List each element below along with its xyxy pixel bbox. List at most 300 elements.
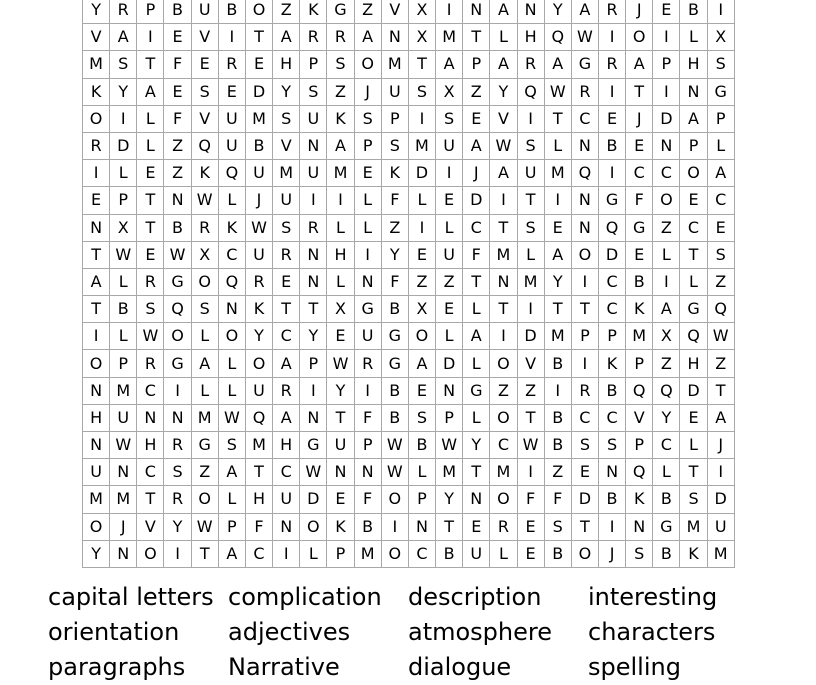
grid-cell: N — [599, 459, 626, 486]
word-list-item: Narrative — [228, 653, 340, 681]
grid-cell: R — [83, 133, 110, 160]
grid-cell: L — [680, 269, 707, 296]
grid-cell: V — [192, 106, 219, 133]
grid-cell: S — [219, 432, 246, 459]
grid-cell: P — [137, 0, 164, 24]
grid-cell: C — [409, 541, 436, 568]
grid-cell: T — [463, 269, 490, 296]
grid-cell: F — [164, 51, 191, 78]
grid-cell: Y — [110, 79, 137, 106]
grid-cell: X — [708, 24, 735, 51]
grid-cell: Y — [300, 323, 327, 350]
grid-cell: T — [137, 51, 164, 78]
grid-cell: X — [409, 296, 436, 323]
grid-cell: H — [680, 51, 707, 78]
grid-cell: N — [110, 459, 137, 486]
grid-cell: W — [164, 242, 191, 269]
grid-cell: M — [490, 242, 517, 269]
grid-cell: E — [572, 459, 599, 486]
grid-cell: T — [518, 405, 545, 432]
grid-cell: Q — [518, 79, 545, 106]
grid-cell: M — [545, 323, 572, 350]
grid-cell: A — [110, 24, 137, 51]
grid-cell: M — [545, 160, 572, 187]
grid-cell: Z — [463, 79, 490, 106]
grid-cell: Z — [273, 0, 300, 24]
grid-cell: J — [708, 432, 735, 459]
grid-cell: R — [137, 269, 164, 296]
grid-cell: R — [246, 269, 273, 296]
grid-cell: E — [219, 79, 246, 106]
grid-cell: L — [708, 133, 735, 160]
grid-cell: K — [382, 160, 409, 187]
grid-cell: E — [273, 269, 300, 296]
grid-cell: I — [382, 514, 409, 541]
grid-cell: B — [164, 215, 191, 242]
grid-cell: O — [219, 323, 246, 350]
grid-cell: S — [545, 514, 572, 541]
grid-cell: R — [192, 215, 219, 242]
grid-cell: Q — [626, 459, 653, 486]
grid-cell: L — [409, 459, 436, 486]
grid-cell: L — [490, 24, 517, 51]
grid-cell: S — [382, 133, 409, 160]
grid-cell: C — [653, 160, 680, 187]
grid-cell: Q — [545, 24, 572, 51]
grid-cell: K — [626, 296, 653, 323]
grid-cell: G — [708, 79, 735, 106]
grid-cell: I — [518, 459, 545, 486]
grid-cell: N — [137, 405, 164, 432]
grid-cell: R — [599, 0, 626, 24]
grid-cell: O — [680, 160, 707, 187]
grid-cell: M — [83, 486, 110, 513]
grid-cell: Y — [83, 0, 110, 24]
grid-cell: T — [137, 187, 164, 214]
grid-cell: L — [653, 242, 680, 269]
grid-cell: N — [110, 541, 137, 568]
grid-cell: P — [355, 432, 382, 459]
grid-cell: U — [273, 486, 300, 513]
grid-cell: S — [572, 432, 599, 459]
grid-cell: T — [436, 514, 463, 541]
word-list-item: atmosphere — [408, 618, 552, 646]
grid-cell: Y — [246, 323, 273, 350]
grid-cell: X — [110, 215, 137, 242]
grid-cell: E — [518, 541, 545, 568]
grid-cell: L — [653, 459, 680, 486]
grid-cell: U — [382, 79, 409, 106]
grid-cell: N — [219, 296, 246, 323]
grid-cell: H — [273, 432, 300, 459]
grid-cell: N — [518, 0, 545, 24]
grid-cell: U — [300, 106, 327, 133]
grid-cell: I — [599, 160, 626, 187]
grid-cell: P — [436, 405, 463, 432]
grid-cell: S — [355, 106, 382, 133]
grid-cell: B — [545, 541, 572, 568]
grid-cell: L — [110, 160, 137, 187]
grid-cell: U — [463, 541, 490, 568]
grid-cell: N — [680, 79, 707, 106]
grid-cell: K — [219, 215, 246, 242]
grid-cell: I — [653, 79, 680, 106]
grid-cell: L — [327, 215, 354, 242]
grid-cell: B — [355, 514, 382, 541]
grid-cell: A — [409, 350, 436, 377]
grid-cell: N — [300, 269, 327, 296]
grid-cell: F — [463, 242, 490, 269]
grid-cell: E — [680, 187, 707, 214]
grid-cell: O — [83, 106, 110, 133]
grid-cell: Q — [708, 296, 735, 323]
grid-cell: Z — [164, 133, 191, 160]
grid-cell: I — [708, 0, 735, 24]
grid-cell: M — [192, 405, 219, 432]
grid-cell: N — [382, 24, 409, 51]
grid-cell: K — [327, 106, 354, 133]
grid-cell: C — [273, 459, 300, 486]
grid-cell: T — [137, 486, 164, 513]
grid-cell: A — [490, 51, 517, 78]
grid-cell: O — [653, 187, 680, 214]
grid-cell: I — [300, 187, 327, 214]
word-list-item: capital letters — [48, 583, 214, 611]
grid-cell: M — [273, 160, 300, 187]
grid-cell: W — [219, 405, 246, 432]
grid-cell: W — [436, 432, 463, 459]
grid-cell: I — [436, 0, 463, 24]
grid-cell: C — [626, 160, 653, 187]
grid-cell: I — [355, 242, 382, 269]
grid-cell: X — [409, 24, 436, 51]
grid-cell: N — [572, 133, 599, 160]
grid-cell: F — [355, 405, 382, 432]
grid-cell: Z — [436, 269, 463, 296]
grid-cell: K — [599, 350, 626, 377]
grid-cell: E — [409, 242, 436, 269]
grid-cell: F — [355, 486, 382, 513]
grid-cell: M — [246, 106, 273, 133]
grid-cell: A — [273, 350, 300, 377]
grid-cell: S — [327, 51, 354, 78]
grid-cell: C — [137, 459, 164, 486]
grid-cell: G — [680, 296, 707, 323]
grid-cell: N — [300, 405, 327, 432]
grid-cell: L — [463, 405, 490, 432]
grid-cell: T — [708, 378, 735, 405]
grid-cell: O — [300, 514, 327, 541]
grid-cell: V — [518, 350, 545, 377]
grid-cell: B — [545, 405, 572, 432]
grid-cell: R — [273, 242, 300, 269]
grid-cell: R — [572, 79, 599, 106]
grid-cell: M — [626, 323, 653, 350]
grid-cell: G — [572, 51, 599, 78]
grid-cell: G — [327, 0, 354, 24]
grid-cell: C — [653, 432, 680, 459]
grid-cell: C — [273, 323, 300, 350]
grid-cell: E — [518, 514, 545, 541]
grid-cell: F — [164, 106, 191, 133]
grid-cell: G — [164, 350, 191, 377]
grid-cell: P — [680, 133, 707, 160]
grid-cell: A — [680, 106, 707, 133]
grid-cell: G — [599, 187, 626, 214]
grid-cell: T — [246, 24, 273, 51]
grid-cell: Y — [545, 269, 572, 296]
grid-cell: D — [708, 486, 735, 513]
grid-cell: A — [572, 0, 599, 24]
grid-cell: I — [599, 514, 626, 541]
grid-cell: I — [409, 215, 436, 242]
grid-cell: N — [83, 378, 110, 405]
grid-cell: R — [490, 514, 517, 541]
grid-cell: N — [327, 459, 354, 486]
grid-cell: I — [653, 24, 680, 51]
grid-cell: L — [192, 378, 219, 405]
grid-cell: W — [110, 242, 137, 269]
grid-cell: E — [436, 296, 463, 323]
grid-cell: O — [382, 486, 409, 513]
grid-cell: V — [273, 133, 300, 160]
grid-cell: T — [300, 296, 327, 323]
grid-cell: C — [246, 541, 273, 568]
grid-cell: L — [300, 541, 327, 568]
grid-cell: V — [192, 24, 219, 51]
grid-cell: Y — [545, 0, 572, 24]
grid-cell: E — [137, 160, 164, 187]
grid-cell: M — [708, 541, 735, 568]
word-list-item: interesting — [588, 583, 718, 611]
grid-cell: B — [436, 541, 463, 568]
grid-cell: M — [246, 432, 273, 459]
grid-cell: D — [518, 323, 545, 350]
grid-cell: U — [300, 160, 327, 187]
grid-cell: I — [83, 160, 110, 187]
grid-cell: D — [246, 79, 273, 106]
grid-cell: F — [246, 514, 273, 541]
grid-cell: R — [110, 0, 137, 24]
grid-cell: M — [409, 133, 436, 160]
grid-cell: B — [409, 432, 436, 459]
grid-cell: I — [164, 541, 191, 568]
grid-cell: H — [273, 51, 300, 78]
word-list-item: spelling — [588, 653, 681, 681]
grid-cell: A — [355, 24, 382, 51]
grid-cell: L — [219, 187, 246, 214]
grid-cell: R — [164, 486, 191, 513]
grid-cell: E — [164, 79, 191, 106]
grid-cell: E — [463, 106, 490, 133]
grid-cell: J — [463, 160, 490, 187]
grid-cell: N — [463, 0, 490, 24]
grid-cell: I — [708, 459, 735, 486]
grid-cell: U — [436, 133, 463, 160]
letter-grid — [82, 0, 735, 568]
grid-cell: H — [680, 350, 707, 377]
grid-cell: E — [626, 133, 653, 160]
grid-cell: S — [192, 296, 219, 323]
grid-cell: Z — [653, 215, 680, 242]
grid-cell: A — [273, 405, 300, 432]
grid-cell: S — [708, 242, 735, 269]
grid-cell: O — [626, 24, 653, 51]
grid-cell: U — [219, 133, 246, 160]
grid-cell: T — [680, 459, 707, 486]
grid-cell: L — [355, 187, 382, 214]
grid-cell: I — [599, 79, 626, 106]
grid-cell: P — [382, 106, 409, 133]
grid-cell: A — [626, 51, 653, 78]
grid-cell: P — [708, 106, 735, 133]
grid-cell: L — [327, 269, 354, 296]
grid-cell: L — [355, 215, 382, 242]
grid-cell: E — [83, 187, 110, 214]
grid-cell: D — [463, 187, 490, 214]
grid-cell: W — [192, 187, 219, 214]
grid-cell: C — [599, 405, 626, 432]
grid-cell: T — [545, 296, 572, 323]
grid-cell: V — [490, 106, 517, 133]
grid-cell: G — [192, 432, 219, 459]
grid-cell: I — [490, 323, 517, 350]
grid-cell: T — [626, 79, 653, 106]
grid-cell: E — [246, 51, 273, 78]
grid-cell: N — [490, 269, 517, 296]
grid-cell: O — [382, 541, 409, 568]
grid-cell: U — [327, 432, 354, 459]
grid-cell: B — [599, 486, 626, 513]
grid-cell: D — [599, 242, 626, 269]
grid-cell: Z — [708, 350, 735, 377]
grid-cell: B — [382, 378, 409, 405]
grid-cell: I — [164, 378, 191, 405]
grid-cell: O — [572, 242, 599, 269]
grid-cell: Z — [545, 459, 572, 486]
grid-cell: S — [164, 459, 191, 486]
grid-cell: L — [219, 486, 246, 513]
grid-cell: W — [382, 432, 409, 459]
grid-cell: V — [382, 0, 409, 24]
grid-cell: L — [219, 350, 246, 377]
grid-cell: M — [110, 378, 137, 405]
grid-cell: A — [545, 51, 572, 78]
grid-cell: N — [436, 378, 463, 405]
grid-cell: R — [137, 350, 164, 377]
grid-cell: O — [192, 269, 219, 296]
grid-cell: E — [653, 0, 680, 24]
grid-cell: O — [355, 51, 382, 78]
grid-cell: U — [355, 323, 382, 350]
grid-cell: J — [355, 79, 382, 106]
grid-cell: Z — [490, 378, 517, 405]
grid-cell: L — [436, 215, 463, 242]
grid-cell: E — [436, 187, 463, 214]
grid-cell: M — [355, 541, 382, 568]
grid-cell: D — [436, 350, 463, 377]
word-list-item: paragraphs — [48, 653, 186, 681]
grid-cell: N — [626, 514, 653, 541]
grid-cell: J — [246, 187, 273, 214]
grid-cell: R — [572, 378, 599, 405]
grid-cell: W — [545, 79, 572, 106]
grid-cell: A — [436, 51, 463, 78]
grid-cell: I — [219, 24, 246, 51]
grid-cell: O — [246, 0, 273, 24]
grid-cell: C — [490, 432, 517, 459]
grid-cell: T — [327, 405, 354, 432]
grid-cell: E — [192, 51, 219, 78]
grid-cell: Q — [219, 269, 246, 296]
grid-cell: A — [83, 269, 110, 296]
grid-cell: I — [545, 187, 572, 214]
grid-cell: U — [708, 514, 735, 541]
grid-cell: C — [680, 215, 707, 242]
grid-cell: E — [626, 242, 653, 269]
grid-cell: Y — [463, 432, 490, 459]
grid-cell: A — [192, 350, 219, 377]
grid-cell: T — [490, 215, 517, 242]
grid-cell: N — [572, 187, 599, 214]
grid-cell: Z — [409, 269, 436, 296]
grid-cell: I — [409, 106, 436, 133]
grid-cell: T — [518, 187, 545, 214]
grid-cell: Q — [599, 215, 626, 242]
grid-cell: S — [192, 79, 219, 106]
grid-cell: E — [164, 24, 191, 51]
grid-cell: N — [83, 215, 110, 242]
grid-cell: A — [545, 242, 572, 269]
grid-cell: O — [164, 323, 191, 350]
grid-cell: G — [382, 323, 409, 350]
grid-cell: V — [137, 514, 164, 541]
grid-cell: T — [273, 296, 300, 323]
grid-cell: S — [409, 79, 436, 106]
grid-cell: S — [626, 541, 653, 568]
grid-cell: M — [436, 459, 463, 486]
grid-cell: T — [463, 459, 490, 486]
grid-cell: B — [382, 405, 409, 432]
grid-cell: D — [409, 160, 436, 187]
grid-cell: Y — [164, 514, 191, 541]
grid-cell: I — [518, 106, 545, 133]
grid-cell: S — [599, 432, 626, 459]
grid-cell: L — [409, 187, 436, 214]
grid-cell: U — [219, 106, 246, 133]
grid-cell: G — [355, 296, 382, 323]
grid-cell: F — [382, 187, 409, 214]
word-list-item: description — [408, 583, 542, 611]
grid-cell: Q — [219, 160, 246, 187]
grid-cell: E — [680, 405, 707, 432]
grid-cell: L — [192, 323, 219, 350]
word-list-item: orientation — [48, 618, 180, 646]
grid-cell: K — [327, 514, 354, 541]
grid-cell: B — [164, 0, 191, 24]
grid-cell: T — [409, 51, 436, 78]
grid-cell: P — [599, 323, 626, 350]
grid-cell: T — [83, 296, 110, 323]
grid-cell: A — [219, 541, 246, 568]
grid-cell: D — [110, 133, 137, 160]
grid-cell: Q — [192, 133, 219, 160]
grid-cell: W — [382, 459, 409, 486]
grid-cell: M — [436, 24, 463, 51]
grid-cell: L — [463, 296, 490, 323]
grid-cell: O — [572, 541, 599, 568]
grid-cell: V — [83, 24, 110, 51]
